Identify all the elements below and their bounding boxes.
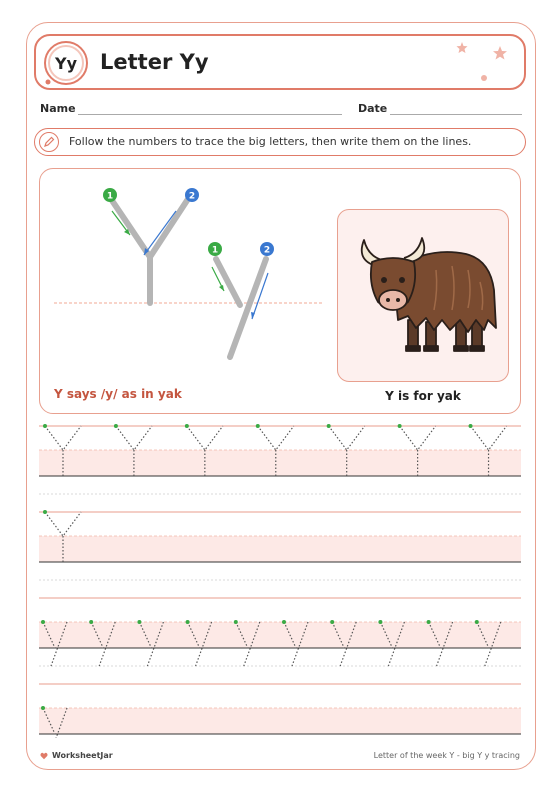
picture-box	[337, 209, 509, 382]
name-label: Name	[40, 102, 76, 115]
date-field[interactable]	[390, 114, 522, 115]
heart-icon	[40, 752, 48, 760]
star-decoration-icon	[454, 40, 524, 84]
upper-step-1-badge	[103, 188, 117, 202]
svg-text:1: 1	[211, 245, 219, 256]
pencil-icon	[39, 132, 59, 152]
practice-row[interactable]	[39, 684, 521, 738]
footer-caption: Letter of the week Y - big Y y tracing	[373, 751, 520, 760]
upper-step-2-badge	[185, 188, 199, 202]
practice-row[interactable]	[39, 598, 521, 666]
practice-area	[39, 420, 521, 738]
instructions-bar	[34, 128, 526, 156]
midline-band	[39, 536, 521, 562]
brand-name: WorksheetJar	[52, 751, 113, 760]
practice-row[interactable]	[39, 424, 521, 494]
midline-band	[39, 450, 521, 476]
yak-icon	[338, 210, 510, 383]
lowercase-y-guide	[212, 259, 268, 357]
lower-step-2-badge	[260, 242, 274, 256]
dot-decoration-icon	[42, 76, 54, 88]
midline-band	[39, 708, 521, 734]
midline-band	[39, 622, 521, 648]
name-field[interactable]	[78, 114, 342, 115]
tracing-area	[40, 169, 336, 384]
lower-step-1-badge	[208, 242, 222, 256]
worksheet-header	[34, 34, 526, 90]
practice-row[interactable]	[39, 510, 521, 580]
svg-text:2: 2	[263, 245, 271, 256]
svg-text:2: 2	[188, 191, 196, 202]
page-title: Letter Yy	[100, 50, 209, 74]
date-label: Date	[358, 102, 388, 115]
letter-sound-text: Y says /y/ as in yak	[54, 387, 182, 401]
uppercase-y-guide	[111, 199, 188, 303]
instructions-text: Follow the numbers to trace the big letters, then write them on the lines.	[69, 135, 472, 148]
brand-logo	[40, 751, 113, 760]
tracing-panel	[39, 168, 521, 414]
letter-badge-text: Yy	[48, 45, 84, 81]
svg-text:1: 1	[106, 191, 114, 202]
name-date-row	[40, 102, 524, 120]
picture-caption: Y is for yak	[385, 389, 461, 403]
